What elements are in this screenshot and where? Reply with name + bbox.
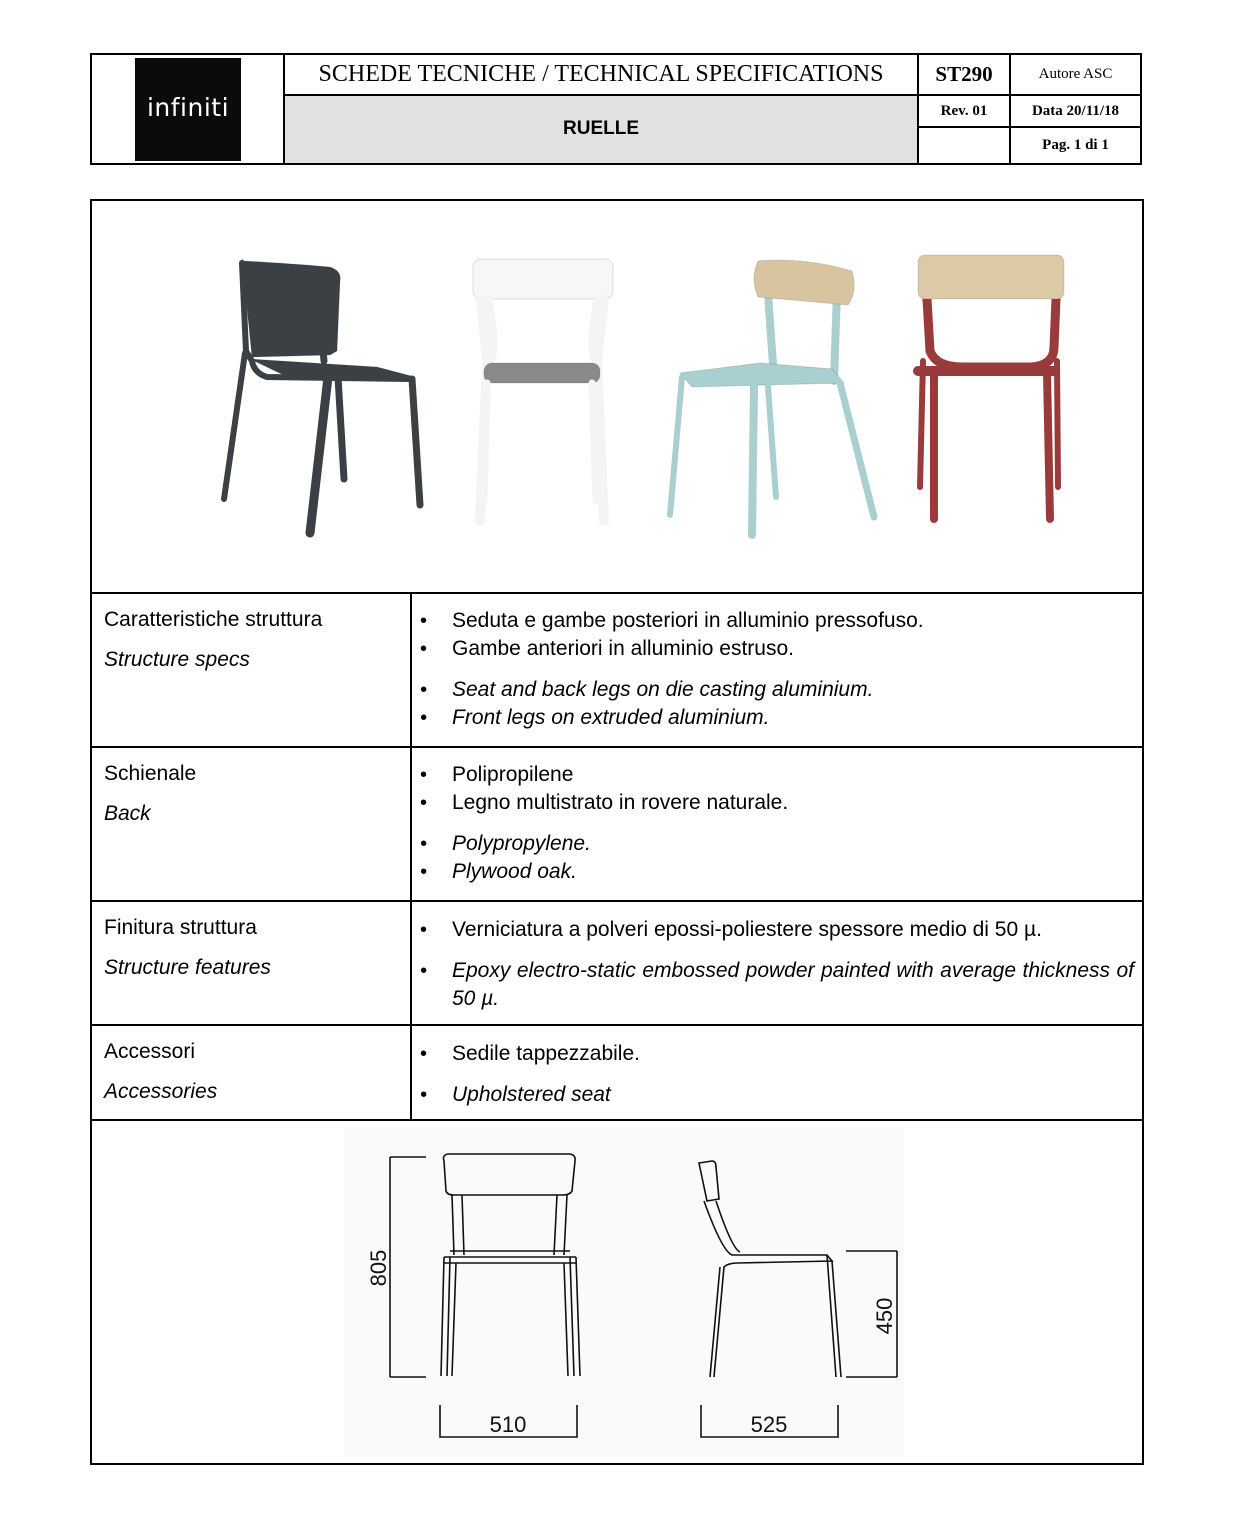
product-photo (92, 201, 1142, 593)
spec-label-en: Structure features (104, 956, 271, 979)
list-item: • Polypropylene. (420, 830, 1134, 858)
list-item: • Legno multistrato in rovere naturale. (420, 789, 1134, 817)
divider (92, 1024, 1142, 1026)
spec-label-en: Structure specs (104, 648, 250, 671)
divider (92, 746, 1142, 748)
document-author: Autore ASC (1038, 66, 1113, 82)
list-item: • Polipropilene (420, 761, 1134, 789)
list-item: • Gambe anteriori in alluminio estruso. (420, 635, 1134, 663)
author-cell (1011, 55, 1140, 96)
document-date: Data 20/11/18 (1031, 102, 1120, 119)
list-item: • Seduta e gambe posteriori in alluminio pressofuso. (420, 607, 1134, 635)
list-item: • Plywood oak. (420, 858, 1134, 886)
date-cell (1011, 96, 1140, 128)
brand-logo (135, 58, 241, 161)
chair-light-blue (670, 260, 874, 535)
spec-label-it: Finitura struttura (104, 916, 257, 939)
spec-label-it: Caratteristiche struttura (104, 608, 323, 631)
list-item: • Seat and back legs on die casting aluminium. (420, 676, 1134, 704)
divider (92, 900, 1142, 902)
product-cell (285, 96, 919, 163)
dimension-drawing (92, 1121, 1142, 1463)
depth-dimension: 525 (750, 1412, 788, 1437)
code-cell (919, 55, 1011, 96)
document-code: ST290 (935, 62, 993, 86)
chair-photo-image (92, 201, 1142, 591)
column-divider (410, 1026, 412, 1121)
spec-label-it: Accessori (104, 1040, 196, 1063)
spec-label-en: Back (104, 802, 151, 825)
document-header (90, 53, 1142, 165)
list-item: • Upholstered seat (420, 1081, 1134, 1109)
list-item: • Front legs on extruded aluminium. (420, 704, 1134, 732)
logo-cell (92, 55, 285, 163)
page-number: Pag. 1 di 1 (1042, 137, 1109, 153)
spec-items (420, 607, 1134, 732)
divider (92, 592, 1142, 594)
spec-label-it: Schienale (104, 762, 197, 785)
product-name: RUELLE (563, 117, 639, 139)
chair-red (918, 255, 1064, 519)
page-cell (1011, 128, 1140, 163)
specs-table (90, 199, 1144, 1465)
chair-white (473, 259, 613, 521)
title-cell (285, 55, 919, 96)
height-dimension: 805 (366, 1249, 391, 1287)
technical-drawing (92, 1121, 1142, 1463)
brand-logo-text: infiniti (146, 93, 230, 122)
list-item: • Sedile tappezzabile. (420, 1040, 1134, 1068)
blank-cell (919, 128, 1011, 163)
document-title: SCHEDE TECNICHE / TECHNICAL SPECIFICATIONS (318, 61, 884, 87)
spec-items (420, 1040, 1134, 1109)
spec-items (420, 761, 1134, 886)
spec-label-en: Accessories (104, 1080, 218, 1103)
seat-height-dimension: 450 (872, 1297, 897, 1335)
list-item: • Epoxy electro-static embossed powder painted with average thickness of 50 µ. (420, 957, 1134, 1013)
spec-items (420, 916, 1134, 1013)
column-divider (410, 594, 412, 748)
revision-cell (919, 96, 1011, 128)
list-item: • Verniciatura a polveri epossi-poliestere spessore medio di 50 µ. (420, 916, 1134, 944)
document-revision: Rev. 01 (940, 102, 988, 119)
column-divider (410, 748, 412, 902)
chair-anthracite (224, 259, 420, 533)
column-divider (410, 902, 412, 1026)
width-dimension: 510 (489, 1412, 527, 1437)
